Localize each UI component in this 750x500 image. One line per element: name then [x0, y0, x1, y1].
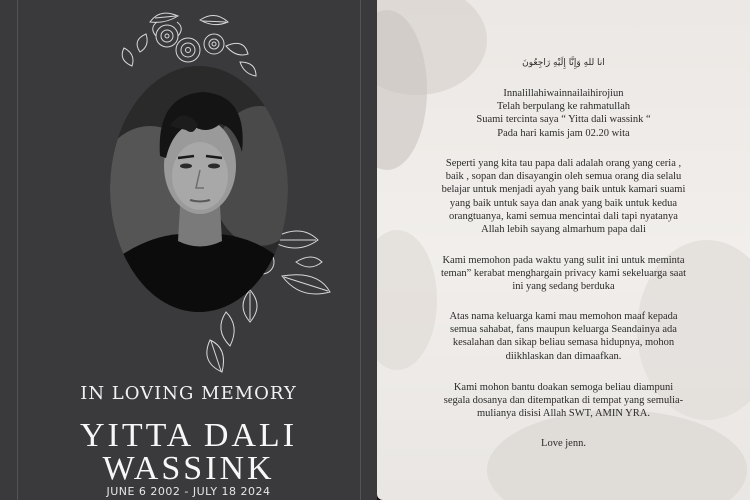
- text-line: Atas nama keluarga kami mau memohon maaf kepada: [449, 311, 678, 322]
- closing-signature: [377, 437, 750, 450]
- arabic-verse: انا للهِ وَإِنَّا إِلَيْهِ رَاجِعُونَ: [522, 58, 605, 68]
- flower-top-right: [204, 34, 224, 54]
- paragraph-announcement: [377, 87, 750, 140]
- text-line: ini yang sedang berduka: [512, 281, 615, 293]
- paragraph-tribute: [377, 157, 750, 236]
- life-dates: JUNE 6 2002 - JULY 18 2024: [106, 485, 271, 498]
- memorial-letter: [377, 0, 750, 500]
- text-line: Suami tercinta saya “ Yitta dali wassink “: [476, 114, 651, 126]
- text-line: orangtuanya, kami semua mencintai dali tapi nyatanya: [449, 210, 678, 222]
- text-line: Seperti yang kita tau papa dali adalah orang yang ceria ,: [445, 158, 682, 169]
- paragraph-apology: [377, 310, 750, 363]
- letter-text: [377, 0, 750, 500]
- text-line: segala dosanya dan ditempatkan di tempat yang semulia-: [443, 395, 684, 407]
- text-line: diikhlaskan dan dimaafkan.: [505, 350, 622, 362]
- text-line: Kami mohon bantu doakan semoga beliau diampuni: [453, 382, 674, 393]
- portrait-photo: [110, 66, 288, 312]
- paragraph-prayer: [377, 381, 750, 421]
- text-line: Telah berpulang ke rahmatullah: [496, 101, 631, 113]
- text-line: Pada hari kamis jam 02.20 wita: [497, 127, 630, 139]
- flower-top-left: [153, 22, 182, 47]
- portrait-photo-icon: [110, 66, 288, 312]
- text-line: belajar untuk menjadi ayah yang baik untuk kamari suami: [441, 184, 686, 196]
- flower-top-mid: [176, 38, 200, 62]
- text-line: teman” kerabat menghargain privacy kami sekeluarga saat: [440, 268, 687, 280]
- text-line: Innalillahiwainnailaihirojiun: [503, 88, 624, 99]
- paragraph-privacy: [377, 254, 750, 294]
- text-line: Allah lebih sayang almarhum papa dali: [481, 224, 646, 236]
- in-loving-memory-heading: IN LOVING MEMORY: [80, 383, 297, 404]
- text-line: baik , sopan dan disayangin oleh semua orang dia selalu: [445, 171, 682, 183]
- text-line: kesalahan dan sikap beliau semasa hidupnya, mohon: [452, 337, 675, 349]
- text-line: Kami memohon pada waktu yang sulit ini untuk meminta: [442, 255, 685, 266]
- text-line: yang baik untuk saya dan anak yang baik untuk kedua: [449, 197, 678, 209]
- deceased-name-line2: WASSINK: [102, 450, 275, 487]
- text-line: Love jenn.: [541, 438, 586, 449]
- text-line: mulianya disisi Allah SWT, AMIN YRA.: [477, 408, 650, 420]
- text-line: semua sahabat, fans maupun keluarga Seandainya ada: [450, 324, 677, 336]
- deceased-name-line1: YITTA DALI: [79, 417, 298, 454]
